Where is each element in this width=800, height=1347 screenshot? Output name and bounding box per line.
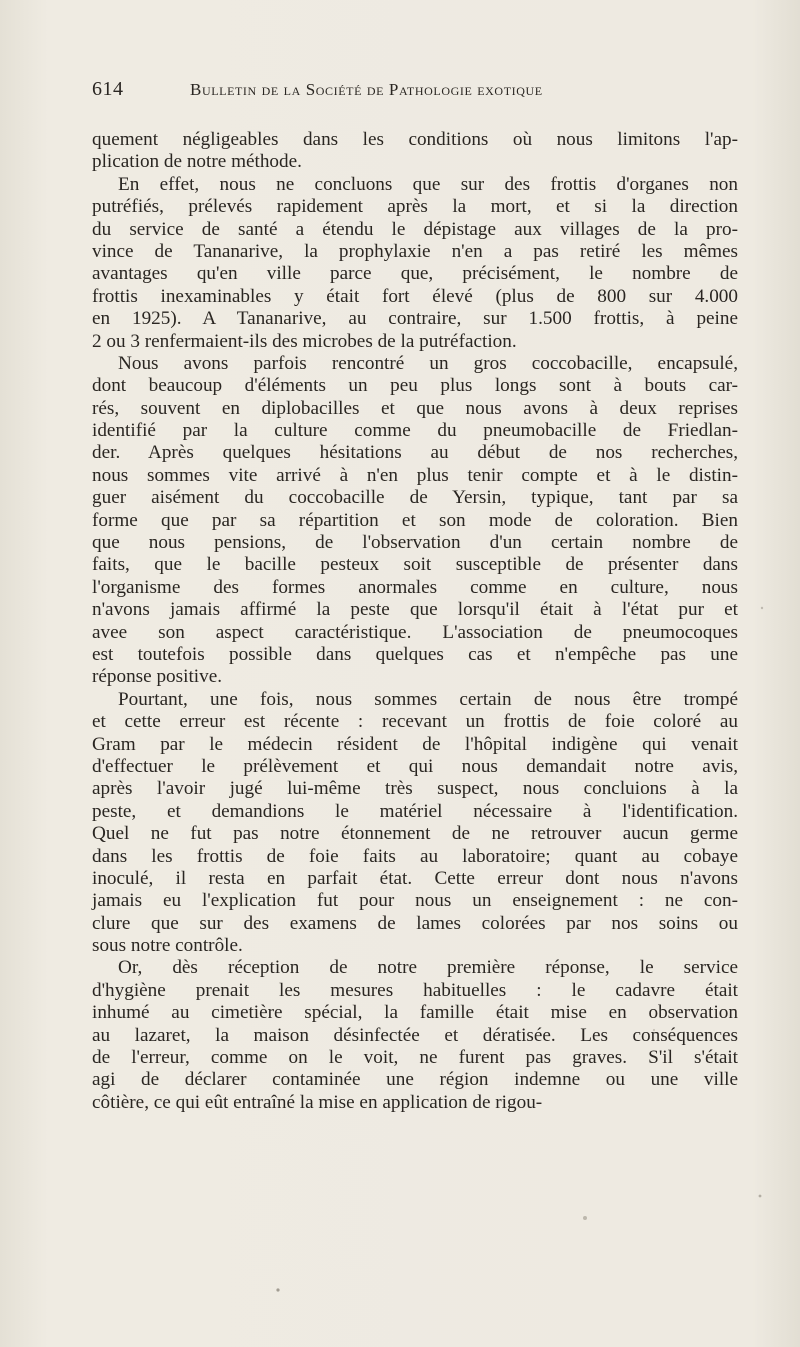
text-line: avantages qu'en ville parce que, précisément, le nombre de <box>92 263 738 285</box>
speck <box>583 1216 587 1220</box>
text-line: après l'avoir jugé lui-même très suspect, nous concluions à la <box>92 778 738 800</box>
text-line: dans les frottis de foie faits au laboratoire; quant au cobaye <box>92 845 738 867</box>
text-line: forme que par sa répartition et son mode de coloration. Bien <box>92 509 738 531</box>
speck <box>761 607 763 609</box>
text-line: l'organisme des formes anormales comme en culture, nous <box>92 576 738 598</box>
running-title: Bulletin de la Société de Pathologie exotique <box>190 80 543 99</box>
text-line: inoculé, il resta en parfait état. Cette erreur dont nous n'avons <box>92 867 738 889</box>
speck <box>759 1195 762 1198</box>
text-line: guer aisément du coccobacille de Yersin, typique, tant par sa <box>92 487 738 509</box>
text-line: Quel ne fut pas notre étonnement de ne retrouver aucun germe <box>92 823 738 845</box>
text-line: Pourtant, une fois, nous sommes certain de nous être trompé <box>118 688 738 710</box>
text-line: que nous pensions, de l'observation d'un certain nombre de <box>92 532 738 554</box>
text-line: côtière, ce qui eût entraîné la mise en application de rigou- <box>92 1091 543 1113</box>
text-line: putréfiés, prélevés rapidement après la mort, et si la direction <box>92 196 738 218</box>
paragraph <box>92 689 738 958</box>
text-line: est toutefois possible dans quelques cas et n'empêche pas une <box>92 643 738 665</box>
text-line: jamais eu l'explication fut pour nous un enseignement : ne con- <box>92 890 738 912</box>
text-line: Nous avons parfois rencontré un gros coccobacille, encapsulé, <box>118 352 738 374</box>
text-line: identifié par la culture comme du pneumobacille de Friedlan- <box>92 420 738 442</box>
text-line: dont beaucoup d'éléments un peu plus longs sont à bouts car- <box>92 375 738 397</box>
text-line: n'avons jamais affirmé la peste que lorsqu'il était à l'état pur et <box>92 599 738 621</box>
text-line: d'hygiène prenait les mesures habituelles : le cadavre était <box>92 979 738 1001</box>
text-line: faits, que le bacille pesteux soit susceptible de présenter dans <box>92 554 738 576</box>
text-line: inhumé au cimetière spécial, la famille était mise en observation <box>92 1002 738 1024</box>
text-line: réponse positive. <box>92 666 223 688</box>
paragraph <box>92 957 738 1114</box>
text-line: avee son aspect caractéristique. L'association de pneumocoques <box>92 621 738 643</box>
text-line: rés, souvent en diplobacilles et que nous avons à deux reprises <box>92 397 738 419</box>
text-line: en 1925). A Tananarive, au contraire, sur 1.500 frottis, à peine <box>92 308 738 330</box>
text-line: clure que sur des examens de lames colorées par nos soins ou <box>92 912 738 934</box>
text-line: agi de déclarer contaminée une région indemne ou une ville <box>92 1069 738 1091</box>
text-line: vince de Tananarive, la prophylaxie n'en a pas retiré les mêmes <box>92 240 738 262</box>
text-line: de l'erreur, comme on le voit, ne furent pas graves. S'il s'était <box>92 1047 738 1069</box>
text-line: quement négligeables dans les conditions où nous limitons l'ap- <box>92 129 738 150</box>
text-line: nous sommes vite arrivé à n'en plus tenir compte et à le distin- <box>92 464 738 486</box>
text-line: et cette erreur est récente : recevant un frottis de foie coloré au <box>92 711 738 733</box>
text-line: du service de santé a étendu le dépistage aux villages de la pro- <box>92 218 738 240</box>
text-line: sous notre contrôle. <box>92 935 243 957</box>
page-header <box>92 78 732 104</box>
paragraph <box>92 174 738 353</box>
text-line: der. Après quelques hésitations au début de nos recherches, <box>92 442 738 464</box>
body-text <box>92 129 738 1114</box>
page-number: 614 <box>92 78 124 100</box>
paragraph <box>92 353 738 689</box>
text-line: Gram par le médecin résident de l'hôpital indigène qui venait <box>92 733 738 755</box>
text-line: frottis inexaminables y était fort élevé (plus de 800 sur 4.000 <box>92 285 738 307</box>
speck <box>276 1288 279 1291</box>
text-line: Or, dès réception de notre première réponse, le service <box>118 957 738 979</box>
text-line: 2 ou 3 renfermaient-ils des microbes de la putréfaction. <box>92 330 517 352</box>
text-line: En effet, nous ne concluons que sur des frottis d'organes non <box>118 173 738 195</box>
text-line: plication de notre méthode. <box>92 151 302 173</box>
text-line: peste, et demandions le matériel nécessaire à l'identification. <box>92 800 738 822</box>
paragraph <box>92 129 738 174</box>
text-line: au lazaret, la maison désinfectée et dératisée. Les conséquences <box>92 1024 738 1046</box>
text-line: d'effectuer le prélèvement et qui nous demandait notre avis, <box>92 755 738 777</box>
